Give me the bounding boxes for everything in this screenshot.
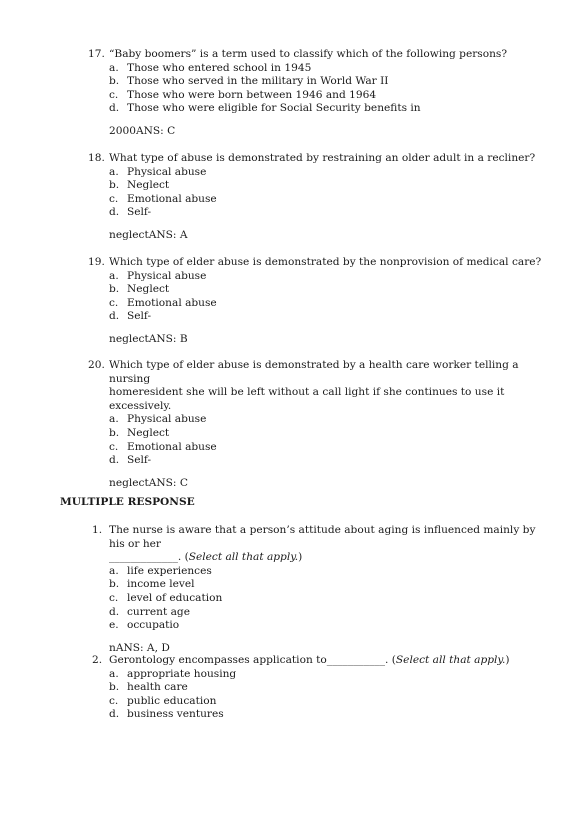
question-number: 1. xyxy=(92,524,103,536)
option-letter: b. xyxy=(109,578,120,591)
option-item xyxy=(109,592,550,606)
question-text-line xyxy=(109,551,550,565)
blank-prefix: _____________. ( xyxy=(109,551,189,564)
option-item xyxy=(109,619,550,633)
answer-key: neglectANS: B xyxy=(109,332,188,345)
option-letter: d. xyxy=(109,454,120,467)
option-letter: b. xyxy=(109,179,120,192)
option-letter: d. xyxy=(109,206,120,219)
option-letter: c. xyxy=(109,440,119,453)
option-item xyxy=(109,89,550,103)
option-item xyxy=(109,75,550,89)
option-text: Those who were eligible for Social Security benefits in xyxy=(127,102,421,115)
option-item xyxy=(109,668,550,682)
option-text: Those who served in the military in World War II xyxy=(127,75,389,88)
option-letter: a. xyxy=(109,61,119,74)
option-letter: c. xyxy=(109,88,119,101)
option-text: current age xyxy=(127,605,190,618)
option-item xyxy=(109,427,550,441)
option-letter: c. xyxy=(109,192,119,205)
question-text xyxy=(109,654,550,668)
question-text: Which type of elder abuse is demonstrated by the nonprovision of medical care? xyxy=(109,256,542,268)
instruction-text: Select all that apply. xyxy=(188,551,299,564)
option-item xyxy=(109,102,550,116)
option-list xyxy=(109,413,550,467)
option-letter: c. xyxy=(109,591,119,604)
option-text: Self- xyxy=(127,454,152,467)
option-item xyxy=(109,413,550,427)
option-list xyxy=(109,270,550,324)
option-text: Emotional abuse xyxy=(127,296,217,309)
option-letter: b. xyxy=(109,681,120,694)
option-letter: d. xyxy=(109,102,120,115)
option-item xyxy=(109,62,550,76)
option-letter: a. xyxy=(109,667,119,680)
option-letter: a. xyxy=(109,165,119,178)
answer-key: nANS: A, D xyxy=(109,641,170,654)
option-letter: d. xyxy=(109,310,120,323)
option-letter: d. xyxy=(109,708,120,721)
option-list xyxy=(109,62,550,116)
question-19 xyxy=(88,256,550,347)
option-text: public education xyxy=(127,694,217,707)
option-text: occupatio xyxy=(127,619,180,632)
option-text: Physical abuse xyxy=(127,165,207,178)
option-item xyxy=(109,695,550,709)
question-text: “Baby boomers” is a term used to classify which of the following persons? xyxy=(109,48,508,60)
option-text: Physical abuse xyxy=(127,269,207,282)
instruction-close: ) xyxy=(298,551,303,564)
answer-key: neglectANS: A xyxy=(109,228,188,241)
option-letter: c. xyxy=(109,296,119,309)
question-text xyxy=(109,524,550,565)
option-text: business ventures xyxy=(127,708,224,721)
question-number: 19. xyxy=(88,256,105,268)
multiple-response-2 xyxy=(88,654,550,722)
option-text: appropriate housing xyxy=(127,667,237,680)
option-item xyxy=(109,578,550,592)
option-text: Self- xyxy=(127,206,152,219)
option-item xyxy=(109,297,550,311)
question-number: 17. xyxy=(88,48,105,60)
option-letter: a. xyxy=(109,269,119,282)
option-letter: b. xyxy=(109,426,120,439)
option-text: Those who were born between 1946 and 1964 xyxy=(127,88,377,101)
question-20 xyxy=(88,359,550,490)
option-text: Self- xyxy=(127,310,152,323)
option-text: health care xyxy=(127,681,188,694)
option-letter: d. xyxy=(109,605,120,618)
question-18 xyxy=(88,152,550,243)
answer-key: neglectANS: C xyxy=(109,476,188,489)
option-item xyxy=(109,283,550,297)
option-item xyxy=(109,708,550,722)
option-list xyxy=(109,565,550,633)
section-title: MULTIPLE RESPONSE xyxy=(60,496,195,508)
option-letter: b. xyxy=(109,75,120,88)
option-list xyxy=(109,166,550,220)
question-text: What type of abuse is demonstrated by restraining an older adult in a recliner? xyxy=(109,152,536,164)
option-item xyxy=(109,681,550,695)
question-text xyxy=(109,359,550,413)
multiple-response-1 xyxy=(88,524,550,655)
option-text: level of education xyxy=(127,591,223,604)
question-17 xyxy=(88,48,550,139)
option-item xyxy=(109,179,550,193)
question-text-line: excessively. xyxy=(109,399,172,412)
option-item xyxy=(109,454,550,468)
question-text-line: The nurse is aware that a person’s attitude about aging is influenced mainly by his or her xyxy=(109,524,536,550)
option-text: Neglect xyxy=(127,179,170,192)
option-item xyxy=(109,206,550,220)
option-item xyxy=(109,565,550,579)
option-item xyxy=(109,193,550,207)
question-number: 20. xyxy=(88,359,105,371)
option-item xyxy=(109,441,550,455)
option-item xyxy=(109,166,550,180)
option-text: Physical abuse xyxy=(127,413,207,426)
option-text: Those who entered school in 1945 xyxy=(127,61,312,74)
answer-key: 2000ANS: C xyxy=(109,124,176,137)
option-text: Emotional abuse xyxy=(127,192,217,205)
option-item xyxy=(109,606,550,620)
option-text: life experiences xyxy=(127,564,212,577)
option-letter: b. xyxy=(109,283,120,296)
option-letter: c. xyxy=(109,694,119,707)
option-text: Neglect xyxy=(127,426,170,439)
option-letter: a. xyxy=(109,564,119,577)
question-text-line: homeresident she will be left without a call light if she continues to use it xyxy=(109,386,505,399)
question-number: 2. xyxy=(92,654,103,666)
option-item xyxy=(109,270,550,284)
option-list xyxy=(109,668,550,722)
option-letter: e. xyxy=(109,619,119,632)
question-text-line: Which type of elder abuse is demonstrated by a health care worker telling a nursing xyxy=(109,359,519,385)
option-item xyxy=(109,310,550,324)
question-text-start: Gerontology encompasses application to___________. ( xyxy=(109,654,396,666)
option-letter: a. xyxy=(109,413,119,426)
question-number: 18. xyxy=(88,152,105,164)
instruction-text: Select all that apply. xyxy=(395,654,506,666)
option-text: Neglect xyxy=(127,283,170,296)
option-text: income level xyxy=(127,578,195,591)
option-text: Emotional abuse xyxy=(127,440,217,453)
instruction-close: ) xyxy=(505,654,510,666)
